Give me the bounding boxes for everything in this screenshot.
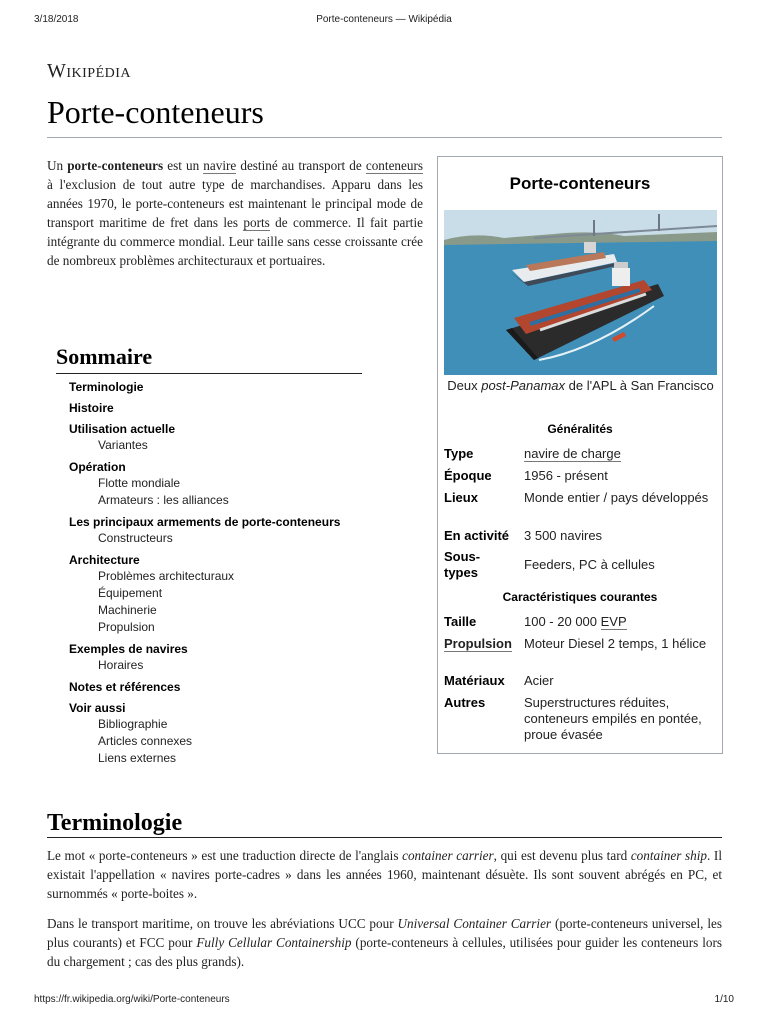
toc-subitem[interactable]: Flotte mondiale — [98, 476, 181, 490]
toc-subitem[interactable]: Équipement — [98, 586, 163, 600]
toc-subitem[interactable]: Problèmes architecturaux — [98, 569, 235, 583]
toc-subitem[interactable]: Horaires — [98, 658, 144, 672]
materiaux-value: Acier — [524, 673, 554, 688]
toc-subitem[interactable]: Propulsion — [98, 620, 155, 634]
soustypes-value: Feeders, PC à cellules — [524, 557, 655, 572]
intro-text: Un — [47, 158, 68, 173]
toc-item[interactable] — [69, 401, 362, 416]
toc-sublist — [69, 437, 362, 454]
toc-sublist — [69, 716, 362, 767]
intro-text: à l'exclusion de tout autre type de marchandises. Apparu dans les années 1970, le porte-conteneurs est maintenant le principal mode de transport maritime de fret dans les — [47, 177, 423, 230]
taille-value: 100 - 20 000 — [524, 614, 601, 629]
toc-item[interactable] — [69, 701, 362, 767]
toc-subitem[interactable]: Variantes — [98, 438, 148, 452]
toc-item[interactable] — [69, 422, 362, 454]
print-page-number: 1/10 — [714, 994, 734, 1005]
ports-link[interactable]: ports — [243, 215, 270, 230]
toc-sublist — [69, 530, 362, 547]
title-divider — [47, 137, 722, 138]
epoque-value: 1956 - présent — [524, 468, 608, 483]
toc-item-label: Opération — [69, 460, 126, 474]
intro-text: de commerce. Il fait partie intégrante du commerce mondial. Leur taille sans cesse croissante crée de nombreux problèmes architecturaux et portuaires. — [47, 215, 423, 268]
toc-item-label: Notes et références — [69, 680, 181, 694]
toc-list — [69, 380, 362, 767]
evp-link[interactable]: EVP — [600, 614, 627, 629]
toc-item-label: Exemples de navires — [69, 642, 188, 656]
materiaux-label: Matériaux — [444, 673, 505, 688]
container-ships-image[interactable] — [444, 210, 717, 375]
section-generalites: Généralités — [547, 422, 613, 436]
intro-text: est un — [163, 158, 204, 173]
toc-sublist — [69, 475, 362, 509]
toc-sublist — [69, 657, 362, 674]
propulsion-link[interactable]: Propulsion — [444, 636, 512, 651]
toc-item[interactable] — [69, 460, 362, 509]
toc-item-label: Histoire — [69, 401, 114, 415]
section-caracteristiques: Caractéristiques courantes — [502, 590, 658, 604]
toc-item-label: Voir aussi — [69, 701, 126, 715]
table-of-contents — [56, 344, 362, 767]
infobox-caption: Deux post-Panamax de l'APL à San Francisco — [447, 378, 714, 393]
autres-value: Superstructures réduites, conteneurs empilés en pontée, proue évasée — [524, 695, 702, 742]
toc-subitem[interactable]: Liens externes — [98, 751, 177, 765]
terminologie-paragraph-2: Dans le transport maritime, on trouve les abréviations UCC pour Universal Container Carrier (porte-conteneurs universel, les plus courants) et FCC pour Fully Cellular Containership (porte-conteneurs à cellules, utilisées pour guider les conteneurs lors du chargement ; cas des plus grands). — [47, 916, 722, 969]
toc-sublist — [69, 568, 362, 636]
toc-item-label: Les principaux armements de porte-conteneurs — [69, 515, 341, 529]
toc-subitem[interactable]: Machinerie — [98, 603, 157, 617]
infobox — [437, 156, 723, 754]
autres-label: Autres — [444, 695, 486, 710]
porte-conteneurs-link[interactable]: porte-conteneurs — [67, 158, 164, 173]
soustypes-label: Sous-types — [444, 549, 481, 580]
toc-item[interactable] — [69, 642, 362, 674]
activite-value: 3 500 navires — [524, 528, 603, 543]
infobox-title: Porte-conteneurs — [509, 174, 651, 193]
toc-subitem[interactable]: Armateurs : les alliances — [98, 493, 229, 507]
toc-title: Sommaire — [56, 344, 362, 374]
lieux-value: Monde entier / pays développés — [524, 490, 709, 505]
navire-de-charge-link[interactable]: navire de charge — [524, 446, 621, 461]
toc-subitem[interactable]: Constructeurs — [98, 531, 173, 545]
toc-item[interactable] — [69, 680, 362, 695]
section-heading-terminologie: Terminologie — [47, 810, 183, 836]
navire-link[interactable]: navire — [203, 158, 237, 173]
page-title: Porte-conteneurs — [47, 94, 264, 130]
wikipedia-logo[interactable] — [47, 60, 131, 83]
toc-item-label: Terminologie — [69, 380, 144, 394]
lieux-label: Lieux — [444, 490, 478, 505]
print-date: 3/18/2018 — [34, 14, 79, 25]
toc-subitem[interactable]: Articles connexes — [98, 734, 193, 748]
type-label: Type — [444, 446, 474, 461]
toc-item-label: Utilisation actuelle — [69, 422, 176, 436]
print-page-title: Porte-conteneurs — Wikipédia — [316, 14, 452, 25]
toc-item-label: Architecture — [69, 553, 140, 567]
propulsion-value: Moteur Diesel 2 temps, 1 hélice — [524, 636, 707, 651]
toc-item[interactable] — [69, 553, 362, 636]
epoque-label: Époque — [444, 468, 492, 483]
section-divider — [47, 837, 722, 838]
intro-text: destiné au transport de — [236, 158, 366, 173]
terminologie-paragraph-1: Le mot « porte-conteneurs » est une traduction directe de l'anglais container carrier, qui est devenu plus tard container ship. Il existait l'appellation « navires porte-cadres » dans les années 1960, maintenant désuète. Ils sont souvent abrégés en PC, et surnommés « porte-boites ». — [47, 848, 722, 901]
taille-label: Taille — [444, 614, 477, 629]
logo-text: Wikipédia — [47, 60, 132, 82]
print-url: https://fr.wikipedia.org/wiki/Porte-conteneurs — [34, 994, 230, 1005]
toc-item[interactable] — [69, 515, 362, 547]
conteneurs-link[interactable]: conteneurs — [365, 158, 423, 173]
toc-item[interactable] — [69, 380, 362, 395]
activite-label: En activité — [444, 528, 510, 543]
intro-paragraph — [47, 156, 423, 270]
toc-subitem[interactable]: Bibliographie — [98, 717, 168, 731]
